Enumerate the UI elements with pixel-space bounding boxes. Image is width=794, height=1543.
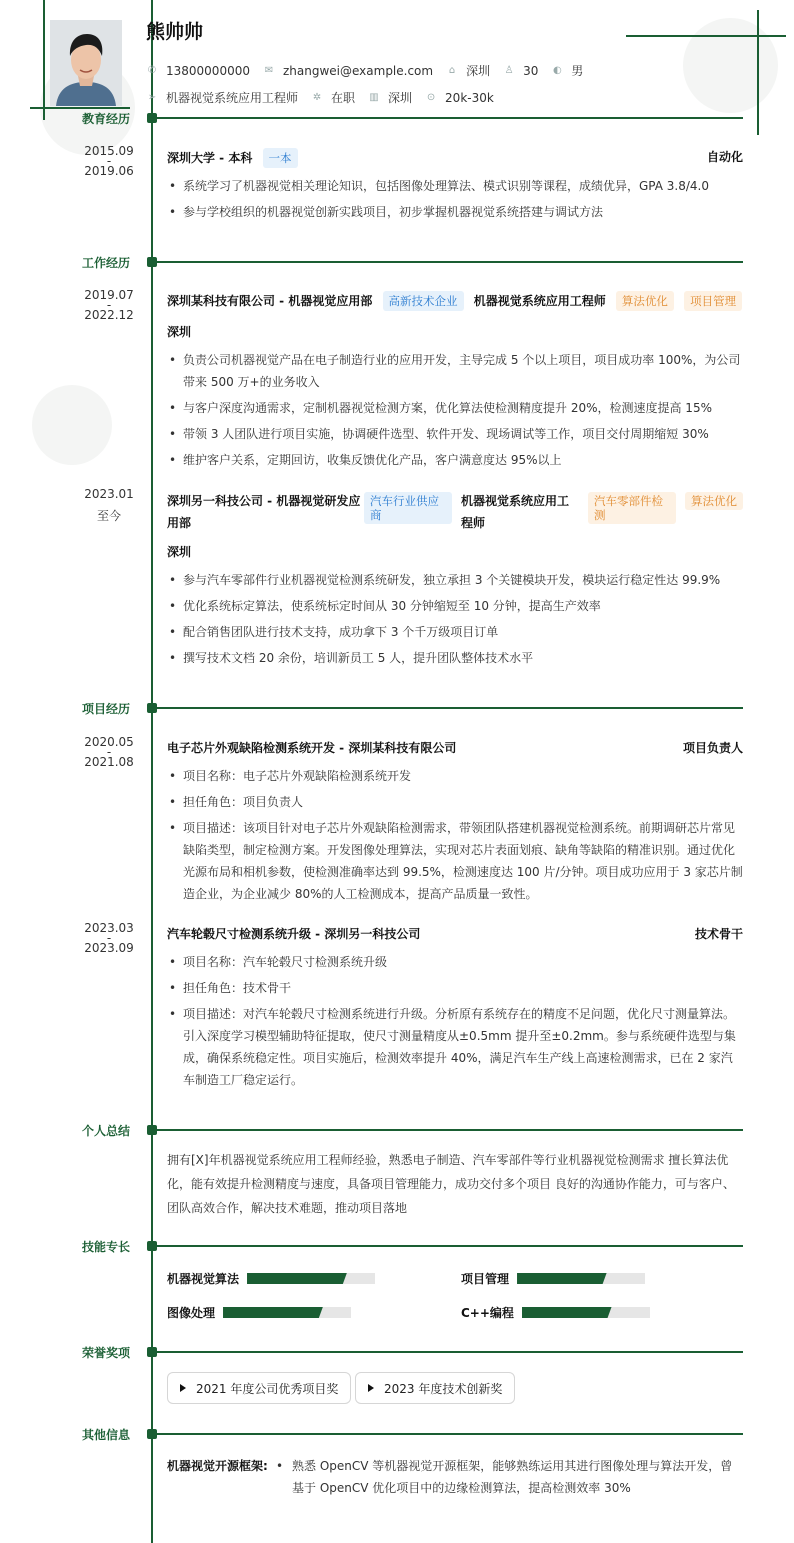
project-title: 电子芯片外观缺陷检测系统开发 - 深圳某科技有限公司 (167, 741, 457, 755)
section-divider (151, 261, 743, 263)
list-item: • 担任角色：技术骨干 (167, 977, 743, 999)
building-icon: ▥ (369, 91, 379, 103)
award-name: 2023 年度技术创新奖 (384, 1381, 503, 1396)
home-icon: ⌂ (448, 64, 456, 76)
company-tag: 高新技术企业 (383, 291, 464, 311)
other-label: 机器视觉开源框架: (167, 1459, 268, 1473)
skill-item (167, 1270, 375, 1287)
other-text (276, 1455, 743, 1499)
list-item: • 与客户深度沟通需求，定制机器视觉检测方案，优化算法使检测精度提升 20%，检测速度提高 15% (167, 397, 743, 419)
project-header (167, 739, 743, 756)
list-item: • 维护客户关系，定期回访，收集反馈优化产品，客户满意度达 95%以上 (167, 449, 743, 471)
list-item: • 系统学习了机器视觉相关理论知识，包括图像处理算法、模式识别等课程，成绩优异，GPA 3.8/4.0 (167, 175, 743, 197)
phone-number: 13800000000 (166, 63, 250, 78)
contact-row (146, 62, 596, 79)
decor-line (30, 107, 130, 109)
skill-bar (223, 1307, 351, 1318)
skill-name: 项目管理 (461, 1272, 510, 1286)
date-range: 2019.07 - 2022.12 (84, 288, 134, 322)
skill-name: C++编程 (461, 1306, 514, 1320)
list-item: • 优化系统标定算法，使系统标定时间从 30 分钟缩短至 10 分钟，提高生产效率 (167, 595, 743, 617)
section-divider (151, 707, 743, 709)
salary-icon: ⊙ (426, 91, 436, 103)
school-name: 深圳大学 - 本科 (167, 151, 253, 165)
avatar (50, 20, 122, 106)
job-status: 在职 (331, 91, 356, 105)
section-title-skills: 技能专长 (82, 1240, 131, 1254)
section-title-work: 工作经历 (82, 256, 131, 270)
section-divider (151, 1245, 743, 1247)
skill-item (461, 1270, 645, 1287)
skill-tag: 汽车零部件检测 (588, 492, 676, 524)
list-item: • 带领 3 人团队进行项目实施，协调硬件选型、软件开发、现场调试等工作，项目交付周期缩短 30% (167, 423, 743, 445)
phone-icon: ✆ (147, 64, 157, 76)
location: 深圳 (466, 64, 491, 78)
decor-circle-mid (32, 385, 112, 465)
work-bullets (167, 349, 743, 475)
work-bullets (167, 569, 743, 673)
skill-bar-fill (522, 1307, 612, 1318)
award-name: 2021 年度公司优秀项目奖 (196, 1381, 339, 1396)
company-name: 深圳某科技有限公司 - 机器视觉应用部 (167, 294, 373, 308)
target-job: 机器视觉系统应用工程师 (166, 91, 299, 105)
candidate-name: 熊帅帅 (146, 21, 204, 43)
project-bullets (167, 951, 743, 1095)
job-role: 机器视觉系统应用工程师 (473, 294, 606, 308)
school-tag: 一本 (263, 148, 298, 168)
skill-bar-fill (517, 1273, 607, 1284)
salary: 20k-30k (445, 90, 494, 105)
job-intent-row (146, 89, 507, 106)
section-title-projects: 项目经历 (82, 702, 131, 716)
award-item (355, 1372, 515, 1404)
skill-name: 机器视觉算法 (167, 1272, 240, 1286)
target-city: 深圳 (388, 91, 413, 105)
other-description: 熟悉 OpenCV 等机器视觉开源框架，能够熟练运用其进行图像处理与算法开发，曾基于 OpenCV 优化项目中的边缘检测算法，提高检测效率 30% (292, 1459, 733, 1495)
section-divider (151, 1129, 743, 1131)
gender: 男 (571, 64, 584, 78)
skill-bar (522, 1307, 650, 1318)
skill-bar-fill (223, 1307, 323, 1318)
list-item: • 参与学校组织的机器视觉创新实践项目，初步掌握机器视觉系统搭建与调试方法 (167, 201, 743, 223)
skill-bar-fill (247, 1273, 347, 1284)
skill-name: 图像处理 (167, 1306, 216, 1320)
section-title-summary: 个人总结 (82, 1124, 131, 1138)
section-title-other: 其他信息 (82, 1428, 131, 1442)
major: 自动化 (706, 150, 743, 164)
play-icon (368, 1384, 374, 1392)
skill-tag: 算法优化 (685, 492, 743, 510)
education-bullets (167, 175, 743, 227)
play-icon (180, 1384, 186, 1392)
skill-bar (517, 1273, 645, 1284)
age: 30 (523, 63, 539, 78)
list-item: • 担任角色：项目负责人 (167, 791, 743, 813)
section-divider (151, 117, 743, 119)
summary-text: 拥有[X]年机器视觉系统应用工程师经验，熟悉电子制造、汽车零部件等行业机器视觉检测需求 擅长算法优化，能有效提升检测精度与速度，具备项目管理能力，成功交付多个项目 良好的沟通协作能力，可与客户、团队高效合作，解决技术难题，推动项目落地 (167, 1153, 735, 1215)
list-item: • 项目描述：该项目针对电子芯片外观缺陷检测需求，带领团队搭建机器视觉检测系统。前期调研芯片常见缺陷类型，制定检测方案。开发图像处理算法，实现对芯片表面划痕、缺角等缺陷的精准识别。通过优化光源布局和相机参数，使检测准确率达到 99.5%，检测速度达 100 片/分钟。项目成功应用于 3 家芯片制造企业，为企业减少 80%的人工检测成本，提高产品质量一致性。 (167, 817, 743, 905)
list-item: • 项目描述：对汽车轮毂尺寸检测系统进行升级。分析原有系统存在的精度不足问题，优化尺寸测量算法。引入深度学习模型辅助特征提取，使尺寸测量精度从±0.5mm 提升至±0.2mm。参与系统硬件选型与集成，确保系统稳定性。项目实施后，检测效率提升 40%，满足汽车生产线上高速检测需求，已在 2 家汽车制造工厂稳定运行。 (167, 1003, 743, 1091)
bullet-dot: • (276, 1459, 284, 1473)
work-header (167, 291, 743, 311)
project-role: 项目负责人 (682, 741, 743, 755)
timeline-line (151, 0, 153, 1543)
skill-tag: 项目管理 (684, 291, 742, 311)
gender-icon: ◐ (553, 64, 562, 76)
company-tag: 汽车行业供应商 (364, 492, 452, 524)
skill-tag: 算法优化 (616, 291, 674, 311)
section-title-education: 教育经历 (82, 112, 131, 126)
decor-line (43, 0, 45, 120)
list-item: • 项目名称：汽车轮毂尺寸检测系统升级 (167, 951, 743, 973)
date-range: 2023.01 至今 (84, 487, 134, 523)
project-header (167, 925, 743, 942)
decor-line (626, 35, 786, 37)
project-bullets (167, 765, 743, 909)
section-title-honors: 荣誉奖项 (82, 1346, 131, 1360)
decor-circle-right (683, 18, 778, 113)
project-role: 技术骨干 (694, 927, 743, 941)
date-range: 2020.05 - 2021.08 (84, 735, 134, 769)
mail-icon: ✉ (264, 64, 274, 76)
list-item: • 配合销售团队进行技术支持，成功拿下 3 个千万级项目订单 (167, 621, 743, 643)
section-divider (151, 1433, 743, 1435)
list-item: • 负责公司机器视觉产品在电子制造行业的应用开发，主导完成 5 个以上项目，项目成功率 100%，为公司带来 500 万+的业务收入 (167, 349, 743, 393)
skill-item (461, 1304, 650, 1321)
skill-item (167, 1304, 351, 1321)
section-divider (151, 1351, 743, 1353)
email: zhangwei@example.com (282, 63, 434, 78)
company-name: 深圳另一科技公司 - 机器视觉研发应用部 (167, 494, 361, 530)
project-title: 汽车轮毂尺寸检测系统升级 - 深圳另一科技公司 (167, 927, 421, 941)
list-item: • 参与汽车零部件行业机器视觉检测系统研发，独立承担 3 个关键模块开发，模块运行稳定性达 99.9% (167, 569, 743, 591)
list-item: • 项目名称：电子芯片外观缺陷检测系统开发 (167, 765, 743, 787)
send-icon: ➢ (147, 91, 157, 103)
list-item: • 撰写技术文档 20 余份，培训新员工 5 人，提升团队整体技术水平 (167, 647, 743, 669)
work-header (167, 490, 743, 530)
decor-line (757, 10, 759, 135)
work-city: 深圳 (167, 545, 192, 559)
education-header (167, 148, 743, 168)
job-role: 机器视觉系统应用工程师 (461, 494, 570, 530)
status-icon: ✲ (312, 91, 322, 103)
user-icon: ♙ (504, 64, 514, 76)
skill-bar (247, 1273, 375, 1284)
date-range: 2015.09 - 2019.06 (84, 144, 134, 178)
date-range: 2023.03 - 2023.09 (84, 921, 134, 955)
work-city: 深圳 (167, 325, 192, 339)
award-item (167, 1372, 351, 1404)
